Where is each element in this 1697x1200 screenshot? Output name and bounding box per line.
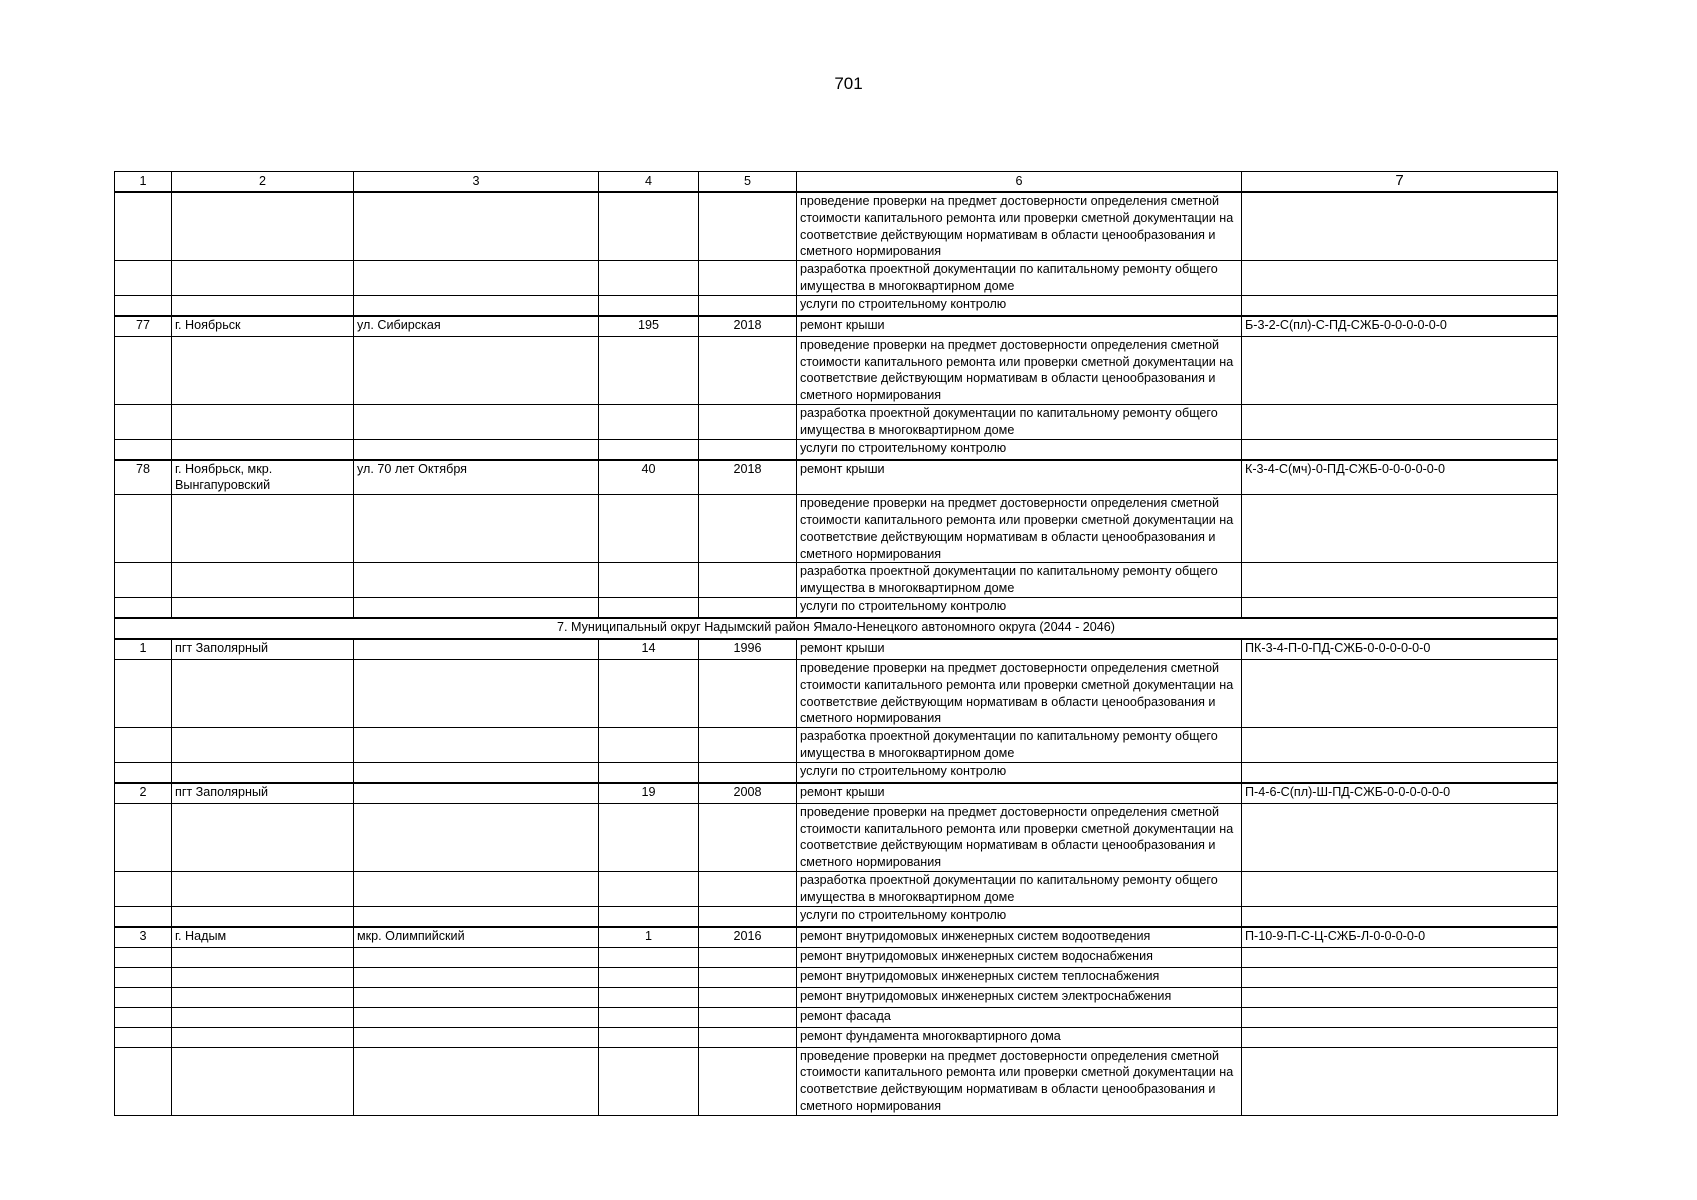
work-type-cell: услуги по строительному контролю — [797, 906, 1242, 927]
work-type-cell: проведение проверки на предмет достоверности определения сметной стоимости капитального ремонта или проверки сметной документации на соответствие действующим нормативам в области ценообразования и сметного нормирования — [797, 659, 1242, 727]
work-type-cell: проведение проверки на предмет достоверности определения сметной стоимости капитального ремонта или проверки сметной документации на соответствие действующим нормативам в области ценообразования и сметного нормирования — [797, 1047, 1242, 1115]
building-code-cell: ПК-3-4-П-0-ПД-СЖБ-0-0-0-0-0-0 — [1242, 639, 1558, 660]
settlement-cell: г. Ноябрьск, мкр. Вынгапуровский — [172, 460, 354, 495]
table-row — [115, 783, 1558, 804]
building-code-cell: П-10-9-П-С-Ц-СЖБ-Л-0-0-0-0-0 — [1242, 927, 1558, 948]
table-row — [115, 871, 1558, 906]
street-cell — [354, 639, 599, 660]
work-type-cell: разработка проектной документации по капитальному ремонту общего имущества в многоквартирном доме — [797, 871, 1242, 906]
table-row — [115, 404, 1558, 439]
table-header-row — [115, 172, 1558, 193]
work-type-cell: ремонт фундамента многоквартирного дома — [797, 1027, 1242, 1047]
work-type-cell: ремонт крыши — [797, 316, 1242, 337]
table-row — [115, 728, 1558, 763]
table-row — [115, 639, 1558, 660]
column-header: 5 — [699, 172, 797, 193]
work-type-cell: ремонт крыши — [797, 639, 1242, 660]
building-code-cell: К-3-4-С(мч)-0-ПД-СЖБ-0-0-0-0-0-0 — [1242, 460, 1558, 495]
work-type-cell: ремонт внутридомовых инженерных систем теплоснабжения — [797, 967, 1242, 987]
table-row — [115, 460, 1558, 495]
work-type-cell: услуги по строительному контролю — [797, 295, 1242, 316]
table-row — [115, 1047, 1558, 1115]
table-row — [115, 336, 1558, 404]
section-header-row — [115, 618, 1558, 639]
work-type-cell: ремонт внутридомовых инженерных систем водоснабжения — [797, 947, 1242, 967]
street-cell — [354, 783, 599, 804]
table-row — [115, 316, 1558, 337]
row-number: 3 — [115, 927, 172, 948]
year-cell: 1996 — [699, 639, 797, 660]
table-row — [115, 597, 1558, 618]
building-code-cell: Б-3-2-С(пл)-С-ПД-СЖБ-0-0-0-0-0-0 — [1242, 316, 1558, 337]
settlement-cell: г. Надым — [172, 927, 354, 948]
house-number-cell: 14 — [599, 639, 699, 660]
house-number-cell: 195 — [599, 316, 699, 337]
table-row — [115, 192, 1558, 261]
year-cell: 2016 — [699, 927, 797, 948]
house-number-cell: 19 — [599, 783, 699, 804]
work-type-cell: проведение проверки на предмет достоверности определения сметной стоимости капитального ремонта или проверки сметной документации на соответствие действующим нормативам в области ценообразования и сметного нормирования — [797, 495, 1242, 563]
settlement-cell: г. Ноябрьск — [172, 316, 354, 337]
column-header: 6 — [797, 172, 1242, 193]
table-row — [115, 659, 1558, 727]
work-type-cell: проведение проверки на предмет достоверности определения сметной стоимости капитального ремонта или проверки сметной документации на соответствие действующим нормативам в области ценообразования и сметного нормирования — [797, 803, 1242, 871]
house-number-cell: 1 — [599, 927, 699, 948]
work-type-cell: разработка проектной документации по капитальному ремонту общего имущества в многоквартирном доме — [797, 728, 1242, 763]
work-type-cell: проведение проверки на предмет достоверности определения сметной стоимости капитального ремонта или проверки сметной документации на соответствие действующим нормативам в области ценообразования и сметного нормирования — [797, 192, 1242, 261]
column-header: 2 — [172, 172, 354, 193]
street-cell: ул. 70 лет Октября — [354, 460, 599, 495]
table-row — [115, 261, 1558, 296]
table-row — [115, 1007, 1558, 1027]
work-type-cell: проведение проверки на предмет достоверности определения сметной стоимости капитального ремонта или проверки сметной документации на соответствие действующим нормативам в области ценообразования и сметного нормирования — [797, 336, 1242, 404]
table-row — [115, 762, 1558, 783]
street-cell: ул. Сибирская — [354, 316, 599, 337]
row-number: 2 — [115, 783, 172, 804]
table-row — [115, 1027, 1558, 1047]
work-type-cell: ремонт внутридомовых инженерных систем водоотведения — [797, 927, 1242, 948]
table-row — [115, 947, 1558, 967]
house-number-cell: 40 — [599, 460, 699, 495]
work-type-cell: разработка проектной документации по капитальному ремонту общего имущества в многоквартирном доме — [797, 563, 1242, 598]
work-type-cell: ремонт внутридомовых инженерных систем электроснабжения — [797, 987, 1242, 1007]
work-type-cell: услуги по строительному контролю — [797, 439, 1242, 460]
year-cell: 2018 — [699, 460, 797, 495]
column-header: 4 — [599, 172, 699, 193]
table-row — [115, 295, 1558, 316]
year-cell: 2008 — [699, 783, 797, 804]
page-number: 701 — [834, 74, 863, 93]
column-header: 3 — [354, 172, 599, 193]
table-row — [115, 906, 1558, 927]
building-code-cell: П-4-6-С(пл)-Ш-ПД-СЖБ-0-0-0-0-0-0 — [1242, 783, 1558, 804]
work-type-cell: ремонт фасада — [797, 1007, 1242, 1027]
work-type-cell: ремонт крыши — [797, 460, 1242, 495]
settlement-cell: пгт Заполярный — [172, 639, 354, 660]
table-row — [115, 967, 1558, 987]
work-type-cell: ремонт крыши — [797, 783, 1242, 804]
work-type-cell: разработка проектной документации по капитальному ремонту общего имущества в многоквартирном доме — [797, 404, 1242, 439]
repair-program-table — [114, 171, 1558, 1116]
work-type-cell: услуги по строительному контролю — [797, 762, 1242, 783]
table-row — [115, 927, 1558, 948]
street-cell: мкр. Олимпийский — [354, 927, 599, 948]
table-row — [115, 987, 1558, 1007]
table-row — [115, 803, 1558, 871]
section-title: 7. Муниципальный округ Надымский район Ямало-Ненецкого автономного округа (2044 - 2046) — [115, 618, 1558, 639]
row-number: 77 — [115, 316, 172, 337]
year-cell: 2018 — [699, 316, 797, 337]
column-header: 7 — [1242, 172, 1558, 193]
column-header: 1 — [115, 172, 172, 193]
work-type-cell: разработка проектной документации по капитальному ремонту общего имущества в многоквартирном доме — [797, 261, 1242, 296]
work-type-cell: услуги по строительному контролю — [797, 597, 1242, 618]
row-number: 1 — [115, 639, 172, 660]
table-row — [115, 439, 1558, 460]
settlement-cell: пгт Заполярный — [172, 783, 354, 804]
table-row — [115, 495, 1558, 563]
table-row — [115, 563, 1558, 598]
row-number: 78 — [115, 460, 172, 495]
